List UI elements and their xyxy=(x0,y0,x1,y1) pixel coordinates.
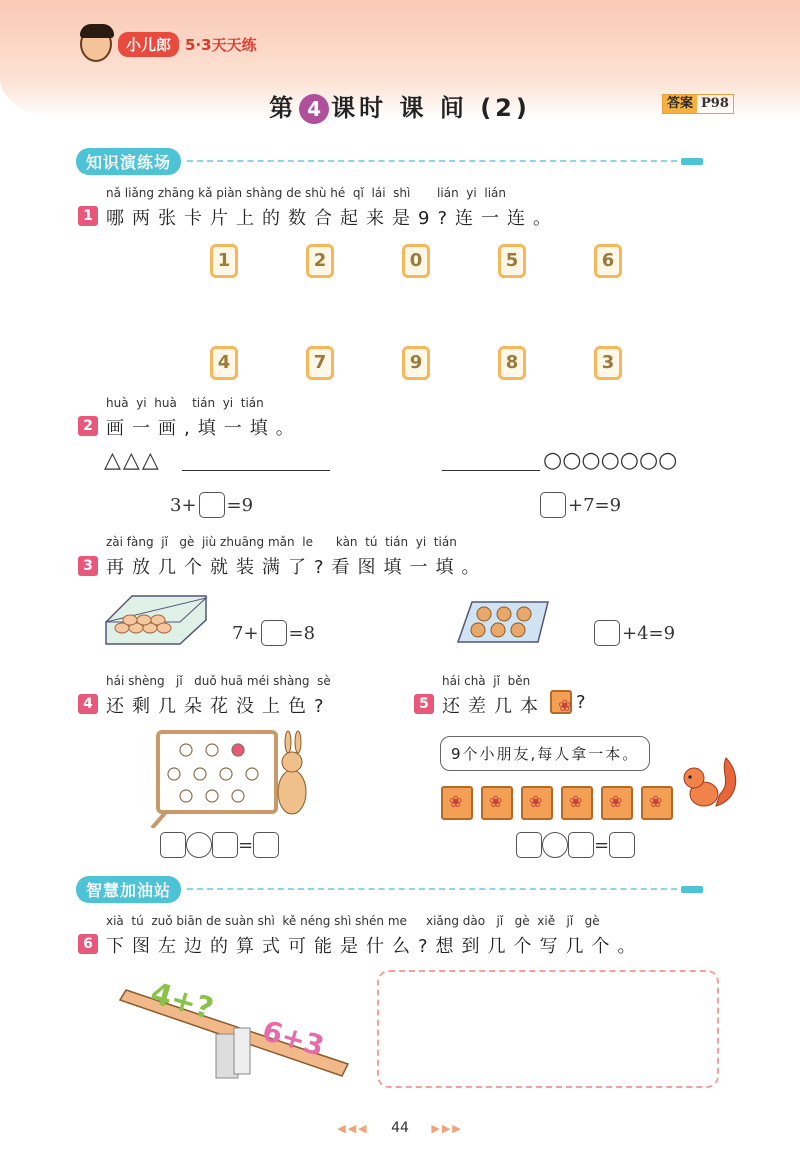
answer-box[interactable] xyxy=(516,832,542,858)
eq-part: +7=9 xyxy=(568,494,622,516)
operator-circle[interactable] xyxy=(186,832,212,858)
number-card[interactable]: 5 xyxy=(498,244,526,278)
dashed-divider xyxy=(187,160,677,162)
page-footer xyxy=(0,1120,800,1136)
q2-right-equation xyxy=(540,492,621,518)
q5-number: 5 xyxy=(414,694,434,714)
q2-left-equation xyxy=(170,492,253,518)
lesson-number-badge: 4 xyxy=(299,94,329,124)
series-name: 5·3天天练 xyxy=(185,35,257,54)
answer-page: P98 xyxy=(701,96,729,111)
speech-bubble: 9个小朋友,每人拿一本。 xyxy=(440,736,650,771)
operator-circle[interactable] xyxy=(542,832,568,858)
section-header-challenge xyxy=(76,876,703,902)
q2-text: 画一画,填一填。 xyxy=(106,418,302,439)
drawing-line[interactable] xyxy=(182,470,330,471)
answer-box[interactable] xyxy=(609,832,635,858)
left-arrows-icon: ◀◀◀ xyxy=(337,1122,369,1135)
answer-box[interactable] xyxy=(212,832,238,858)
number-card[interactable]: 7 xyxy=(306,346,334,380)
q3-text: 再放几个就装满了?看图填一填。 xyxy=(106,557,488,578)
brand-name: 小儿郎 xyxy=(118,32,179,57)
eq-part: =9 xyxy=(226,494,254,516)
seesaw-left-expression: 4+? xyxy=(146,975,218,1028)
number-card[interactable]: 0 xyxy=(402,244,430,278)
title-suffix: 课时 课 间 (2) xyxy=(331,94,531,122)
number-card[interactable]: 1 xyxy=(210,244,238,278)
number-card[interactable]: 6 xyxy=(594,244,622,278)
page-number: 44 xyxy=(391,1120,409,1136)
answer-label: 答案 xyxy=(663,95,697,113)
pencil-icon xyxy=(681,158,703,165)
pastry-box-illustration xyxy=(452,598,552,648)
eq-part: = xyxy=(238,834,254,856)
answer-box[interactable] xyxy=(568,832,594,858)
squirrel-illustration xyxy=(676,750,742,814)
answer-area[interactable] xyxy=(377,970,719,1088)
q2-pinyin: huà yi huà tián yi tián xyxy=(106,396,264,410)
q1-pinyin: nǎ liǎng zhāng kǎ piàn shàng de shù hé qǐ lái shì lián yi lián xyxy=(106,186,506,200)
eq-part: =8 xyxy=(288,622,316,644)
q3-number: 3 xyxy=(78,556,98,576)
eq-part: +4=9 xyxy=(622,622,676,644)
answer-box[interactable] xyxy=(594,620,620,646)
brand-logo xyxy=(80,26,257,62)
book-icon xyxy=(521,786,553,820)
q6-number: 6 xyxy=(78,934,98,954)
boy-mascot-icon xyxy=(80,26,112,62)
eq-part: 7+ xyxy=(232,622,259,644)
q2-number: 2 xyxy=(78,416,98,436)
book-icon xyxy=(481,786,513,820)
pencil-icon xyxy=(681,886,703,893)
q5-pinyin: hái chà jǐ běn xyxy=(442,674,531,688)
q3-left-equation xyxy=(232,620,315,646)
book-icon xyxy=(441,786,473,820)
eq-part: 3+ xyxy=(170,494,197,516)
number-card[interactable]: 3 xyxy=(594,346,622,380)
q4-text: 还剩几朵花没上色? xyxy=(106,696,332,717)
answer-box[interactable] xyxy=(253,832,279,858)
number-card[interactable]: 9 xyxy=(402,346,430,380)
answer-box[interactable] xyxy=(199,492,225,518)
triangles: △△△ xyxy=(104,448,161,473)
book-icon xyxy=(601,786,633,820)
q3-right-equation xyxy=(594,620,675,646)
q5-text: 还差几本 xyxy=(442,696,546,717)
answer-box[interactable] xyxy=(160,832,186,858)
answer-box[interactable] xyxy=(540,492,566,518)
section-title: 智慧加油站 xyxy=(76,876,181,903)
number-card[interactable]: 4 xyxy=(210,346,238,380)
number-card[interactable]: 2 xyxy=(306,244,334,278)
q4-equation xyxy=(160,832,279,858)
q3-pinyin: zài fàng jǐ gè jiù zhuāng mǎn le kàn tú tián yi tián xyxy=(106,535,457,549)
drawing-line[interactable] xyxy=(442,470,540,471)
q1-number: 1 xyxy=(78,206,98,226)
q5-equation xyxy=(516,832,635,858)
q6-pinyin: xià tú zuǒ biān de suàn shì kě néng shì shén me xiǎng dào jǐ gè xiě jǐ gè xyxy=(106,914,600,928)
flower-board-illustration xyxy=(146,728,316,828)
answer-page-tag[interactable] xyxy=(662,94,734,114)
answer-box[interactable] xyxy=(261,620,287,646)
section-title: 知识演练场 xyxy=(76,148,181,175)
q5-qmark: ? xyxy=(576,692,594,713)
q4-number: 4 xyxy=(78,694,98,714)
book-icon xyxy=(561,786,593,820)
q6-text: 下图左边的算式可能是什么?想到几个写几个。 xyxy=(106,936,644,957)
section-header-practice xyxy=(76,148,703,174)
dashed-divider xyxy=(187,888,677,890)
q4-pinyin: hái shèng jǐ duǒ huā méi shàng sè xyxy=(106,674,331,688)
eq-part: = xyxy=(594,834,610,856)
right-arrows-icon: ▶▶▶ xyxy=(431,1122,463,1135)
circles: ○○○○○○○ xyxy=(543,448,678,473)
number-card[interactable]: 8 xyxy=(498,346,526,380)
book-icon xyxy=(550,690,572,714)
title-prefix: 第 xyxy=(269,94,298,122)
seesaw-right-expression: 6+3 xyxy=(258,1014,328,1063)
q1-text: 哪两张卡片上的数合起来是9?连一连。 xyxy=(106,208,560,229)
book-icon xyxy=(641,786,673,820)
egg-carton-illustration xyxy=(102,588,210,656)
